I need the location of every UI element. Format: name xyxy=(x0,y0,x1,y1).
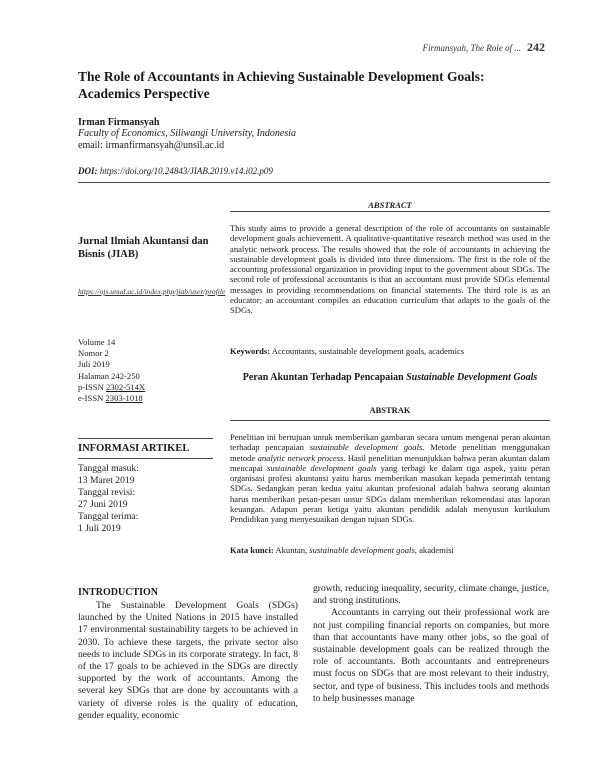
author-email: email: irmanfirmansyah@unsil.ac.id xyxy=(78,140,225,151)
abstrak-divider xyxy=(230,420,550,421)
p-issn-link[interactable]: 2302-514X xyxy=(105,381,146,392)
journal-meta xyxy=(78,337,213,404)
journal-name: Jurnal Ilmiah Akuntansi dan Bisnis (JIAB) xyxy=(78,236,209,260)
doi-link[interactable]: https://doi.org/10.24843/JIAB.2019.v14.i02.p09 xyxy=(99,166,273,176)
kata-kunci-line: Kata kunci: Akuntan, sustainable development goals, akademisi xyxy=(230,545,454,555)
article-info-heading: INFORMASI ARTIKEL xyxy=(78,438,213,459)
revised-label: Tanggal revisi: xyxy=(78,487,136,498)
abstract-heading: ABSTRACT xyxy=(368,200,412,210)
abstrak-heading: ABSTRAK xyxy=(369,405,411,415)
journal-url-link[interactable]: https://ojs.unud.ac.id/index.php/jiab/user/profile xyxy=(78,287,226,296)
issue-date: Juli 2019 xyxy=(78,359,110,370)
header-divider xyxy=(78,182,550,183)
paper-title: The Role of Accountants in Achieving Sustainable Development Goals: Academics Perspective xyxy=(78,69,485,101)
running-head xyxy=(423,40,546,55)
issue-number: Nomor 2 xyxy=(78,348,109,359)
e-issn: e-ISSN 2303-1018 xyxy=(78,393,143,404)
e-issn-link[interactable]: 2303-1018 xyxy=(105,393,143,404)
doi-line xyxy=(78,166,273,176)
intro-paragraph: growth, reducing inequality, security, climate change, justice, and strong institutions. xyxy=(313,583,549,607)
accepted-date: 1 Juli 2019 xyxy=(78,523,121,534)
volume: Volume 14 xyxy=(78,337,116,347)
indonesian-title: Peran Akuntan Terhadap Pencapaian Sustainable Development Goals xyxy=(242,372,538,383)
running-head-text: Firmansyah, The Role of ... xyxy=(422,43,521,53)
page-range: Halaman 242-250 xyxy=(78,370,140,381)
received-date: 13 Maret 2019 xyxy=(78,475,135,486)
article-info-list xyxy=(78,463,213,535)
author-name: Irman Firmansyah xyxy=(78,117,160,128)
abstrak-body: Penelitian ini bertujuan untuk memberikan gambaran secara umum mengenai peran akuntan terhadap pencapaian sustainable development goals. Metode penelitian menggunakan metode analytic network process. Hasil penelitian menunjukkan bahwa peran akuntan dalam mencapai sustainable development goals yang terbagi ke dalam tiga aspek, yaitu peran organisasi profesi akuntansi yaitu harus memberikan masukan kepada pemerintah tentang SDGs. Sedangkan peran kedua yaitu akuntan profesional adalah bahwa seorang akuntan harus memberikan pesan-pesan unsur SDGs dalam memberikan rekomendasi atas laporan keuangan. Adapun peran ketiga yaitu akuntan pendidik adalah menyusun kurikulum Pendidikan yang menyesuaikan dengan tujuan SDGs. xyxy=(230,432,551,525)
p-issn: p-ISSN 2302-514X xyxy=(78,381,146,392)
keywords-text: Accountants, sustainable development goals, academics xyxy=(271,346,465,356)
keywords-line xyxy=(230,346,550,356)
revised-date: 27 Juni 2019 xyxy=(78,499,128,510)
intro-paragraph: Accountants in carrying out their professional work are not just compiling financial reports on companies, but more than that accountants have many other jobs, so the goal of sustainable development goals can be realized through the role of accountants. Both accountants and entrepreneurs must focus on SDGs that are most relevant to their industry, sector, and type of business. This includes tools and methods to help businesses manage xyxy=(313,607,549,704)
page-number: 242 xyxy=(527,40,545,54)
introduction-heading: INTRODUCTION xyxy=(78,587,159,598)
doi-label: DOI: xyxy=(78,166,98,176)
abstract-divider xyxy=(230,211,550,212)
keywords-label: Keywords: xyxy=(230,346,271,356)
accepted-label: Tanggal terima: xyxy=(78,511,139,522)
received-label: Tanggal masuk: xyxy=(78,463,139,474)
introduction-column-2 xyxy=(313,583,549,705)
abstract-body: This study aims to provide a general description of the role of accountants on sustainable development goals achievement. A qualitative-quantitative research method was used in the analytic network process. The results showed that the role of accountants in achieving the sustainable development goals is divided into three dimensions. The first is the role of the accounting professional organization in providing input to the government about SDGs. The second role of professional accountants is that an accountant must provide SDGs elemental messages in providing recommendations on financial statements. The third role is as an educator; an accountant compiles an education curriculum that adapts to the goals of the SDGs. xyxy=(230,223,550,316)
introduction-column-1: The Sustainable Development Goals (SDGs) launched by the United Nations in 2015 have installed 17 environmental sustainability targets to be achieved in 2030. To achieve these targets, the private sector also needs to include SDGs in its corporate strategy. In fact, 8 of the 17 goals to be achieved in the SDGs are directly supported by the work of accountants. Among the several key SDGs that are done by accountants with a variety of diverse roles is the quality of education, gender equality, economic xyxy=(78,600,298,721)
author-affiliation: Faculty of Economics, Siliwangi University, Indonesia xyxy=(78,128,297,139)
